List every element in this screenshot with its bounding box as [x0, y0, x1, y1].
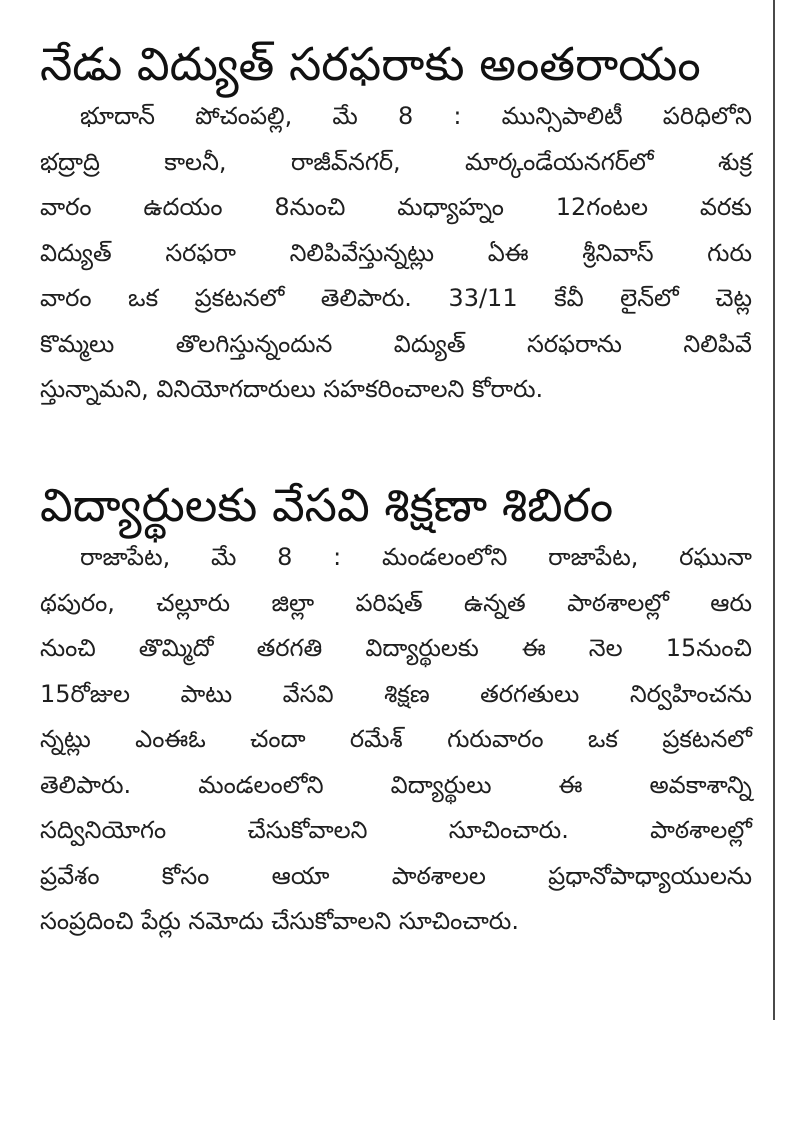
article-body-line: విద్యుత్ సరఫరా నిలిపివేస్తున్నట్లు ఏఈ శ్రీనివాస్ గురు: [40, 238, 752, 267]
article-body-line: ప్రవేశం కోసం ఆయా పాఠశాలల ప్రధానోపాధ్యాయులను: [40, 861, 752, 890]
article-body-line: 15రోజుల పాటు వేసవి శిక్షణ తరగతులు నిర్వహించను: [40, 679, 752, 708]
article-body-line: వారం ఒక ప్రకటనలో తెలిపారు. 33/11 కేవీ లైన్‌లో చెట్ల: [40, 284, 752, 312]
article-body-line: థపురం, చల్లూరు జిల్లా పరిషత్ ఉన్నత పాఠశాలల్లో ఆరు: [40, 588, 752, 617]
cropped-previous-text: [40, 0, 730, 14]
article-summer-camp: [40, 475, 752, 945]
article-body-line: భద్రాద్రి కాలనీ, రాజీవ్‌నగర్, మార్కండేయనగర్‌లో శుక్ర: [40, 147, 752, 176]
article-body: [40, 535, 752, 945]
article-body-line: భూదాన్ పోచంపల్లి, మే 8 : మున్సిపాలిటీ పరిధిలోని: [80, 102, 752, 130]
article-body-line: తెలిపారు. మండలంలోని విద్యార్థులు ఈ అవకాశాన్ని: [40, 770, 752, 799]
article-body-line: సంప్రదించి పేర్లు నమోదు చేసుకోవాలని సూచించారు.: [40, 907, 519, 935]
article-body: [40, 94, 752, 413]
article-body-line: స్తున్నామని, వినియోగదారులు సహకరించాలని కోరారు.: [40, 375, 544, 403]
column-divider: [773, 0, 775, 1020]
article-body-line: కొమ్మలు తొలగిస్తున్నందున విద్యుత్ సరఫరాను నిలిపివే: [40, 329, 752, 358]
article-body-line: సద్వినియోగం చేసుకోవాలని సూచించారు. పాఠశాలల్లో: [40, 816, 752, 844]
article-headline: విద్యార్థులకు వేసవి శిక్షణా శిబిరం: [40, 478, 614, 532]
article-body-line: న్నట్లు ఎంఈఓ చందా రమేశ్ గురువారం ఒక ప్రకటనలో: [40, 725, 752, 753]
article-headline: నేడు విద్యుత్ సరఫరాకు అంతరాయం: [40, 37, 701, 91]
article-body-line: రాజాపేట, మే 8 : మండలంలోని రాజాపేట, రఘునా: [80, 543, 752, 571]
article-body-line: నుంచి తొమ్మిదో తరగతి విద్యార్థులకు ఈ నెల 15నుంచి: [40, 634, 752, 662]
article-body-line: వారం ఉదయం 8నుంచి మధ్యాహ్నం 12గంటల వరకు: [40, 193, 752, 221]
article-power-outage: [40, 34, 752, 413]
